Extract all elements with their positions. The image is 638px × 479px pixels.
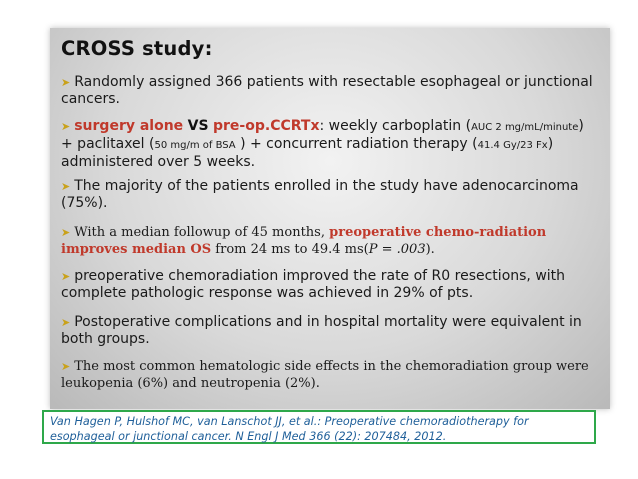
- arrow-bullet-icon: ➤: [61, 360, 71, 373]
- bullet-7: ➤ The most common hematologic side effects in the chemoradiation group were leukopenia (6%) and neutropenia (2%).: [61, 359, 589, 391]
- arrow-bullet-icon: ➤: [61, 270, 71, 283]
- reference-box: [42, 410, 596, 444]
- bullet-6: ➤ Postoperative complications and in hospital mortality were equivalent in both groups.: [61, 314, 582, 347]
- bullet-4: ➤ With a median followup of 45 months, preoperative chemo-radiation improves median OS from 24 ms to 49.4 ms(P = .003).: [61, 225, 547, 257]
- arrow-bullet-icon: ➤: [61, 226, 71, 239]
- arrow-bullet-icon: ➤: [61, 76, 71, 89]
- slide-title: CROSS study:: [61, 37, 213, 60]
- arrow-bullet-icon: ➤: [61, 316, 71, 329]
- reference-text: Van Hagen P, Hulshof MC, van Lanschot JJ, et al.: Preoperative chemoradiotherapy for esophageal or junctional cancer. N Engl J Med 366 (22): 207484, 2012.: [50, 415, 529, 443]
- bullet-1: ➤ Randomly assigned 366 patients with resectable esophageal or junctional cancers.: [61, 74, 593, 107]
- bullet-2: ➤ surgery alone VS pre-op.CCRTx: weekly carboplatin (AUC 2 mg/mL/minute) + paclitaxel (50 mg/m of BSA ) + concurrent radiation therapy (41.4 Gy/23 Fx) administered over 5 weeks.: [61, 118, 584, 170]
- arrow-bullet-icon: ➤: [61, 120, 71, 133]
- bullet-5: ➤ preoperative chemoradiation improved the rate of R0 resections, with complete pathologic response was achieved in 29% of pts.: [61, 268, 566, 301]
- bullet-3: ➤ The majority of the patients enrolled in the study have adenocarcinoma (75%).: [61, 178, 579, 211]
- arrow-bullet-icon: ➤: [61, 180, 71, 193]
